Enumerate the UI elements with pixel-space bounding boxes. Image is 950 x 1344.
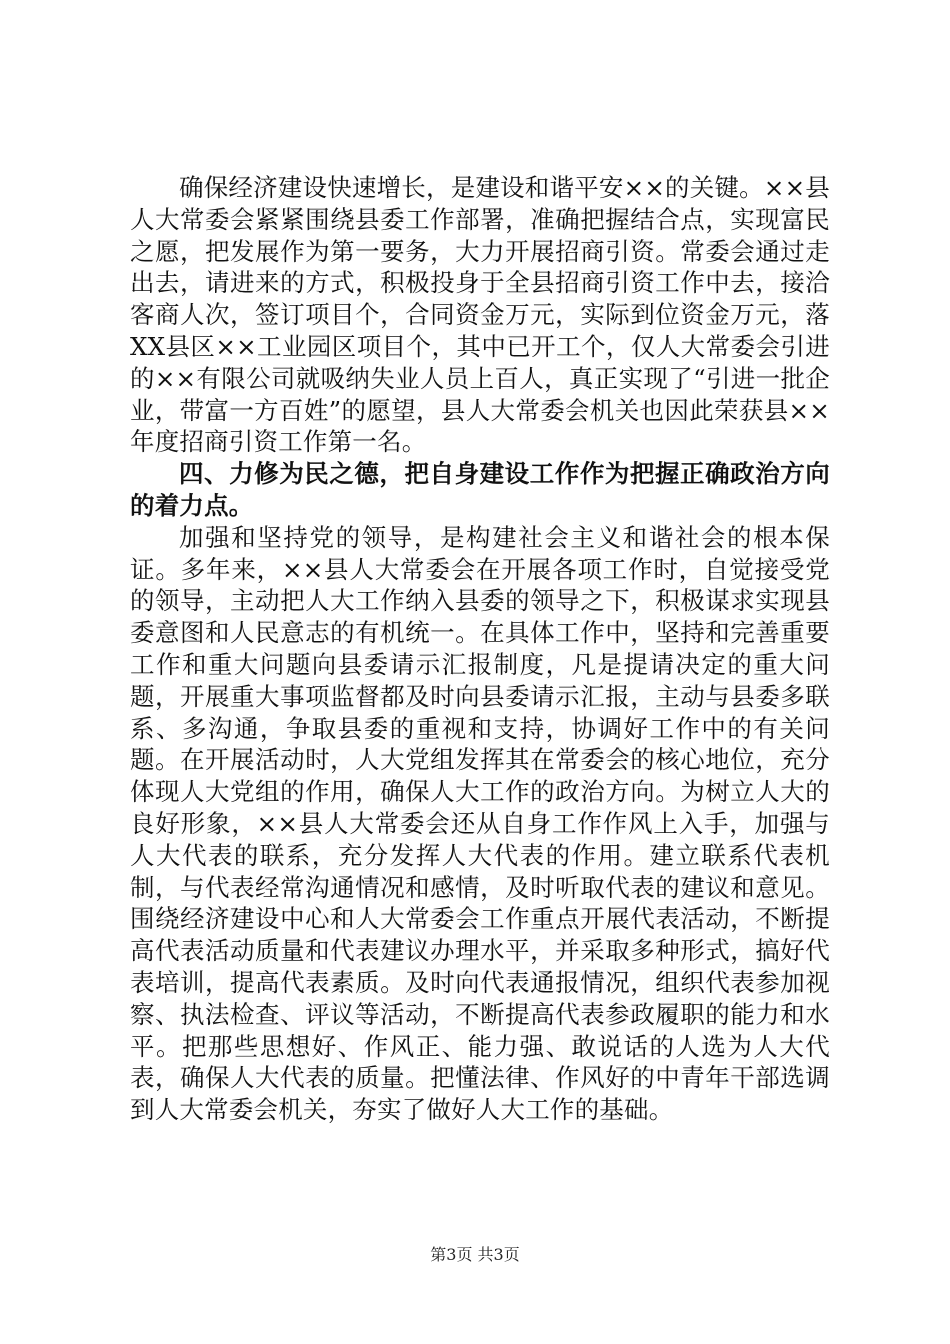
document-body [130,172,830,1126]
section-heading-four: 四、力修为民之德，把自身建设工作作为把握正确政治方向的着力点。 [130,459,830,520]
page-footer: 第3页 共3页 [430,1245,520,1264]
paragraph-economic-growth: 确保经济建设快速增长，是建设和谐平安××的关键。××县人大常委会紧紧围绕县委工作部署，准确把握结合点，实现富民之愿，把发展作为第一要务，大力开展招商引资。常委会通过走出去，请进来的方式，积极投身于全县招商引资工作中去，接洽客商人次，签订项目个，合同资金万元，实际到位资金万元，落XX县区××工业园区项目个，其中已开工个，仅人大常委会引进的××有限公司就吸纳失业人员上百人，真正实现了“引进一批企业，带富一方百姓”的愿望，县人大常委会机关也因此荣获县××年度招商引资工作第一名。 [130,173,831,457]
paragraph-party-leadership: 加强和坚持党的领导，是构建社会主义和谐社会的根本保证。多年来，××县人大常委会在开展各项工作时，自觉接受党的领导，主动把人大工作纳入县委的领导之下，积极谋求实现县委意图和人民意志的有机统一。在具体工作中，坚持和完善重要工作和重大问题向县委请示汇报制度，凡是提请决定的重大问题，开展重大事项监督都及时向县委请示汇报，主动与县委多联系、多沟通，争取县委的重视和支持，协调好工作中的有关问题。在开展活动时，人大党组发挥其在常委会的核心地位，充分体现人大党组的作用，确保人大工作的政治方向。为树立人大的良好形象，××县人大常委会还从自身工作作风上入手，加强与人大代表的联系，充分发挥人大代表的作用。建立联系代表机制，与代表经常沟通情况和感情，及时听取代表的建议和意见。围绕经济建设中心和人大常委会工作重点开展代表活动，不断提高代表活动质量和代表建议办理水平，并采取多种形式，搞好代表培训，提高代表素质。及时向代表通报情况，组织代表参加视察、执法检查、评议等活动，不断提高代表参政履职的能力和水平。把那些思想好、作风正、能力强、敢说话的人选为人大代表，确保人大代表的质量。把懂法律、作风好的中青年干部选调到人大常委会机关，夯实了做好人大工作的基础。 [130,522,830,1125]
